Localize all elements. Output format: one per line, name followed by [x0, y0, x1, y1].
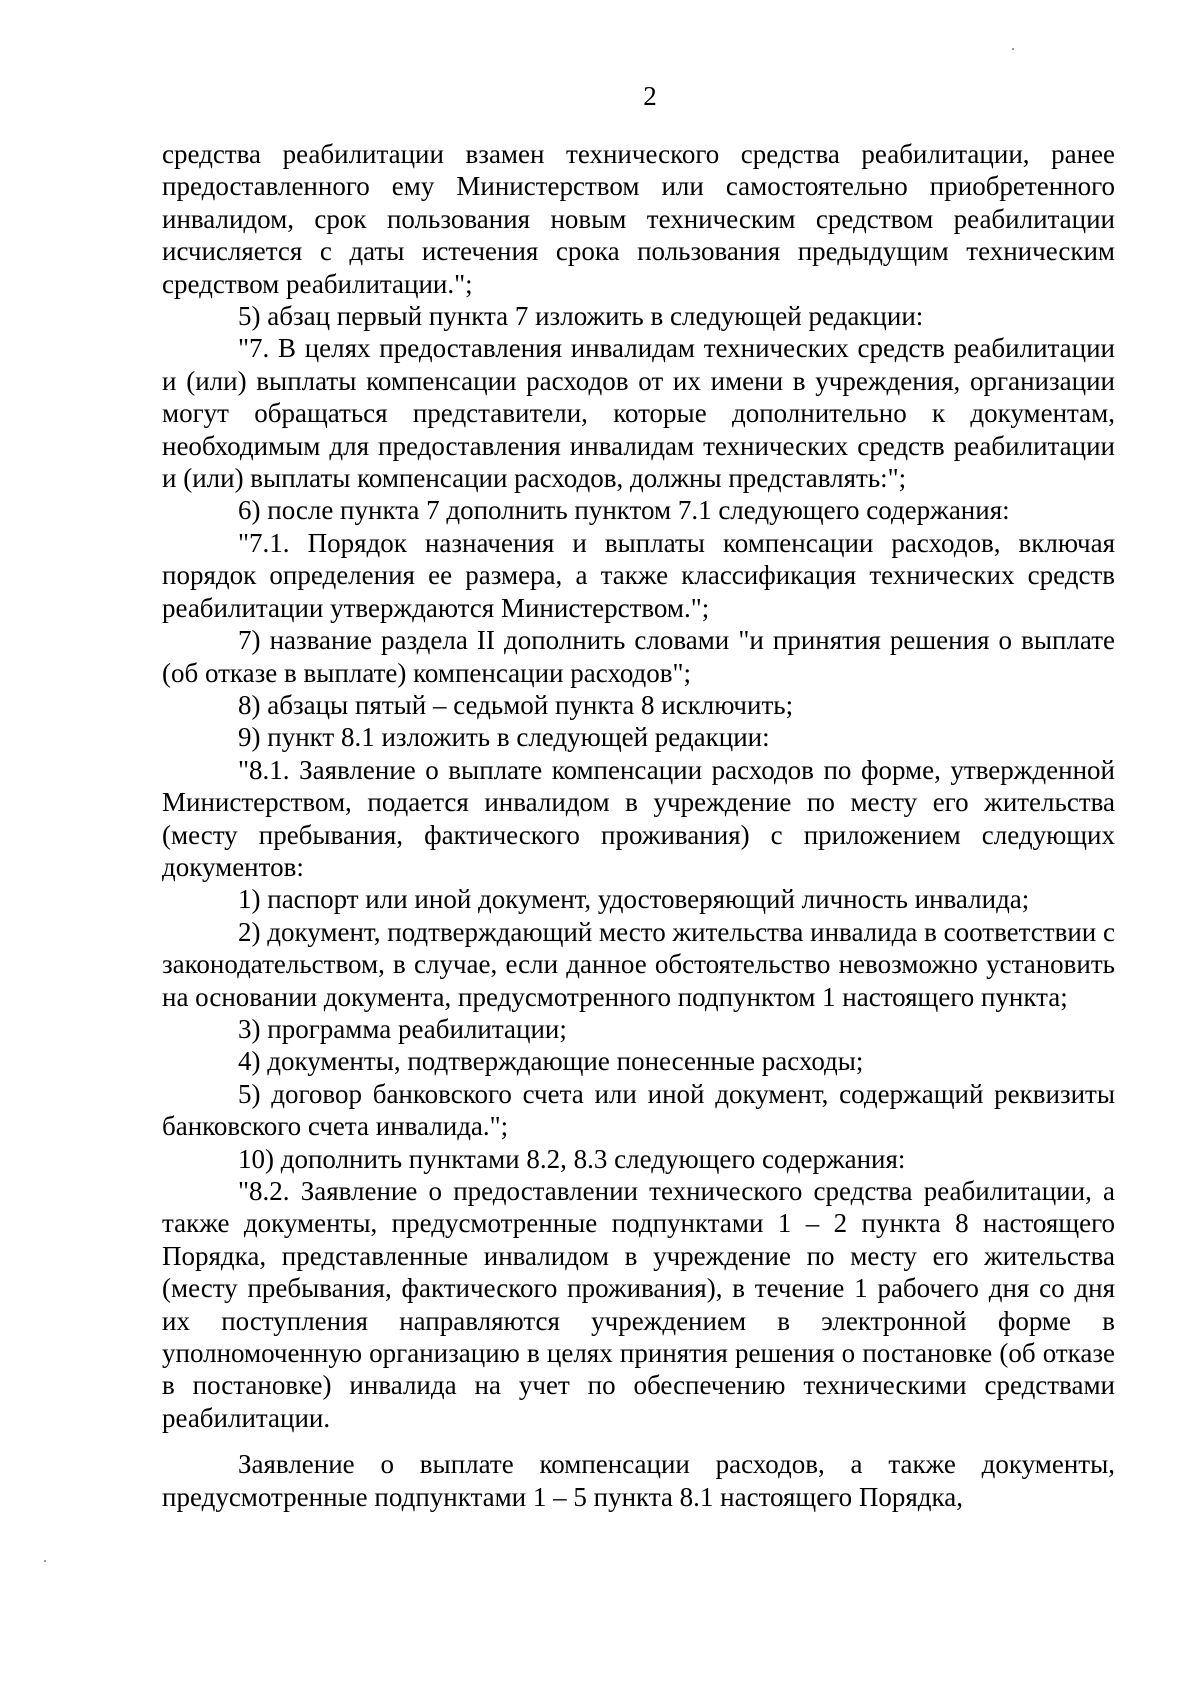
paragraph: 7) название раздела II дополнить словами "и принятия решения о выплате (об отказе в выплате) компенсации расходов"; — [162, 625, 1115, 688]
paragraph: 5) абзац первый пункта 7 изложить в следующей редакции: — [238, 301, 924, 332]
paragraph: 6) после пункта 7 дополнить пунктом 7.1 следующего содержания: — [238, 495, 1010, 526]
paragraph: "8.1. Заявление о выплате компенсации расходов по форме, утвержденной Министерством, подается инвалидом в учреждение по месту его жительства (месту пребывания, фактического проживания) с приложением следующих документов: — [162, 754, 1115, 882]
paragraph: 3) программа реабилитации; — [238, 1013, 567, 1044]
page-number: 2 — [643, 81, 657, 111]
paragraph: 2) документ, подтверждающий место жительства инвалида в соответствии с законодательством, в случае, если данное обстоятельство невозможно установить на основании документа, предусмотренного подпунктом 1 настоящего пункта; — [162, 916, 1115, 1012]
scan-speck — [1012, 48, 1014, 50]
paragraph: Заявление о выплате компенсации расходов, а также документы, предусмотренные подпунктами 1 – 5 пункта 8.1 настоящего Порядка, — [162, 1449, 1115, 1512]
paragraph: "7.1. Порядок назначения и выплаты компенсации расходов, включая порядок определения ее размера, а также классификация технических средств реабилитации утверждаются Министерством."; — [162, 527, 1115, 623]
paragraph: 10) дополнить пунктами 8.2, 8.3 следующего содержания: — [238, 1143, 906, 1174]
document-body — [162, 138, 1115, 1513]
paragraph: 8) абзацы пятый – седьмой пункта 8 исключить; — [238, 689, 794, 720]
paragraph: "7. В целях предоставления инвалидам технических средств реабилитации и (или) выплаты компенсации расходов от их имени в учреждения, организации могут обращаться представители, которые дополнительно к документам, необходимым для предоставления инвалидам технических средств реабилитации и (или) выплаты компенсации расходов, должны представлять:"; — [162, 333, 1115, 494]
paragraph: 1) паспорт или иной документ, удостоверяющий личность инвалида; — [238, 884, 1030, 915]
paragraph: 4) документы, подтверждающие понесенные расходы; — [238, 1046, 864, 1077]
paragraph: "8.2. Заявление о предоставлении технического средства реабилитации, а также документы, предусмотренные подпунктами 1 – 2 пункта 8 настоящего Порядка, представленные инвалидом в учреждение по месту его жительства (месту пребывания, фактического проживания), в течение 1 рабочего дня со дня их поступления направляются учреждением в электронной форме в уполномоченную организацию в целях принятия решения о постановке (об отказе в постановке) инвалида на учет по обеспечению техническими средствами реабилитации. — [162, 1176, 1115, 1433]
scan-speck — [44, 1560, 46, 1562]
paragraph: 9) пункт 8.1 изложить в следующей редакции: — [238, 722, 770, 753]
paragraph: 5) договор банковского счета или иной документ, содержащий реквизиты банковского счета инвалида."; — [162, 1078, 1115, 1142]
paragraph: средства реабилитации взамен технического средства реабилитации, ранее предоставленного ему Министерством или самостоятельно приобретенного инвалидом, срок пользования новым техническим средством реабилитации исчисляется с даты истечения срока пользования предыдущим техническим средством реабилитации."; — [162, 139, 1115, 299]
